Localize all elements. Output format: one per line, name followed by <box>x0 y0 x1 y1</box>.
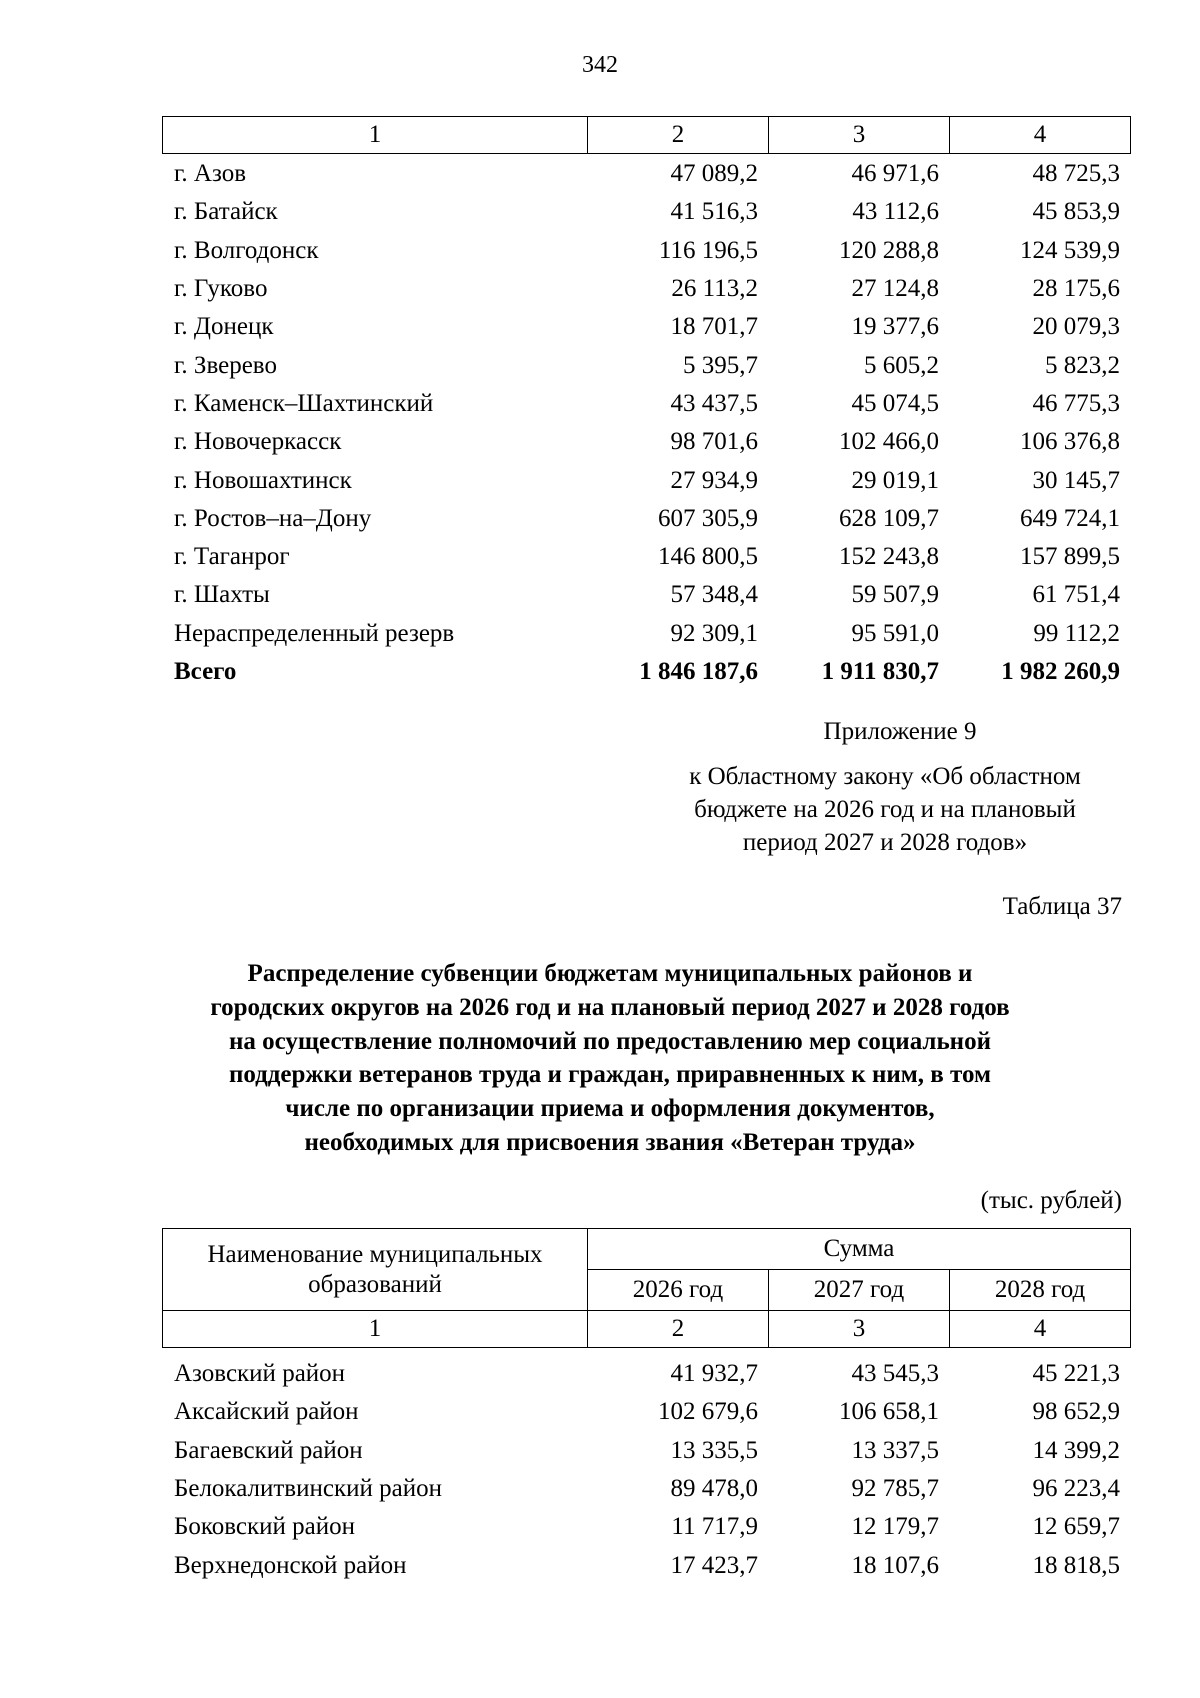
value-2026: 607 305,9 <box>658 504 758 532</box>
page-number: 342 <box>582 52 618 78</box>
year-header: 2028 год <box>950 1270 1131 1311</box>
row-name: Аксайский район <box>174 1398 359 1426</box>
table2-body <box>162 1355 1130 1585</box>
column-number-cell: 2 <box>588 1311 769 1348</box>
name-header-line: Наименование муниципальных <box>207 1240 543 1268</box>
value-2026: 102 679,6 <box>658 1398 758 1426</box>
table-row <box>162 423 1130 461</box>
value-2026: 5 395,7 <box>683 351 758 379</box>
total-row <box>162 653 1130 691</box>
total-2026: 1 846 187,6 <box>639 658 758 685</box>
total-2028: 1 982 260,9 <box>1001 658 1120 685</box>
value-2028: 106 376,8 <box>1020 428 1120 456</box>
annex-line: к Областному закону «Об областном <box>689 763 1081 790</box>
unit-label: (тыс. рублей) <box>980 1187 1122 1214</box>
column-number-cell: 3 <box>769 117 950 154</box>
value-2027: 5 605,2 <box>864 351 939 379</box>
value-2027: 43 545,3 <box>851 1360 939 1388</box>
value-2027: 18 107,6 <box>851 1551 939 1579</box>
value-2028: 14 399,2 <box>1032 1436 1120 1464</box>
row-name: г. Шахты <box>174 581 270 609</box>
table-row <box>162 1355 1130 1393</box>
value-2028: 12 659,7 <box>1032 1513 1120 1541</box>
value-2027: 102 466,0 <box>839 428 939 456</box>
table-row <box>162 385 1130 423</box>
value-2027: 628 109,7 <box>839 504 939 532</box>
value-2027: 45 074,5 <box>851 389 939 417</box>
column-number-row <box>163 117 1131 154</box>
value-2028: 99 112,2 <box>1033 619 1120 647</box>
table1-body <box>162 155 1130 691</box>
value-2027: 106 658,1 <box>839 1398 939 1426</box>
document-title <box>150 957 1070 1160</box>
value-2027: 13 337,5 <box>851 1436 939 1464</box>
column-number-cell: 4 <box>950 1311 1131 1348</box>
value-2026: 18 701,7 <box>670 313 758 341</box>
table-row <box>162 270 1130 308</box>
value-2028: 45 853,9 <box>1032 198 1120 226</box>
table-row <box>162 1393 1130 1431</box>
column-number-cell: 2 <box>588 117 769 154</box>
value-2026: 146 800,5 <box>658 543 758 571</box>
value-2027: 19 377,6 <box>851 313 939 341</box>
table-row <box>162 346 1130 384</box>
value-2026: 57 348,4 <box>670 581 758 609</box>
value-2028: 124 539,9 <box>1020 236 1120 264</box>
value-2026: 11 717,9 <box>671 1513 758 1541</box>
table-row <box>162 576 1130 614</box>
annex-line: бюджете на 2026 год и на плановый <box>694 796 1076 823</box>
sum-header: Сумма <box>588 1229 1131 1270</box>
annex-line: период 2027 и 2028 годов» <box>742 829 1028 856</box>
row-name: г. Волгодонск <box>174 236 319 264</box>
value-2028: 18 818,5 <box>1032 1551 1120 1579</box>
column-number-cell: 4 <box>950 117 1131 154</box>
value-2028: 28 175,6 <box>1032 275 1120 303</box>
table1-header <box>162 116 1131 154</box>
row-name: Багаевский район <box>174 1436 363 1464</box>
row-name: г. Азов <box>174 160 247 188</box>
row-name: г. Батайск <box>174 198 278 226</box>
value-2026: 98 701,6 <box>670 428 758 456</box>
value-2027: 152 243,8 <box>839 543 939 571</box>
value-2028: 5 823,2 <box>1045 351 1120 379</box>
value-2026: 26 113,2 <box>671 275 758 303</box>
column-number-cell: 1 <box>163 1311 588 1348</box>
title-line: необходимых для присвоения звания «Ветеран труда» <box>304 1128 916 1156</box>
value-2026: 47 089,2 <box>670 160 758 188</box>
value-2027: 43 112,6 <box>852 198 939 226</box>
row-name: г. Ростов–на–Дону <box>174 504 372 532</box>
value-2027: 29 019,1 <box>851 466 939 494</box>
row-name: г. Новочеркасск <box>174 428 342 456</box>
value-2026: 41 932,7 <box>670 1360 758 1388</box>
table-row <box>162 155 1130 193</box>
annex-reference <box>655 760 1115 859</box>
value-2028: 96 223,4 <box>1032 1475 1120 1503</box>
column-number-cell: 3 <box>769 1311 950 1348</box>
table-row <box>162 1432 1130 1470</box>
value-2027: 59 507,9 <box>851 581 939 609</box>
value-2028: 46 775,3 <box>1032 389 1120 417</box>
column-number-cell: 1 <box>163 117 588 154</box>
row-name: г. Зверево <box>174 351 277 379</box>
annex-title: Приложение 9 <box>823 718 977 745</box>
table2-header <box>162 1228 1131 1348</box>
value-2028: 45 221,3 <box>1032 1360 1120 1388</box>
table-number: Таблица 37 <box>1002 893 1122 920</box>
table-row <box>162 615 1130 653</box>
value-2026: 43 437,5 <box>670 389 758 417</box>
title-line: городских округов на 2026 год и на плановый период 2027 и 2028 годов <box>210 993 1010 1021</box>
year-header: 2026 год <box>588 1270 769 1311</box>
total-2027: 1 911 830,7 <box>821 658 939 685</box>
title-line: Распределение субвенции бюджетам муниципальных районов и <box>247 960 973 987</box>
value-2028: 61 751,4 <box>1032 581 1120 609</box>
row-name: г. Новошахтинск <box>174 466 352 494</box>
value-2028: 649 724,1 <box>1020 504 1120 532</box>
table-row <box>162 461 1130 499</box>
name-header-line: образований <box>308 1270 442 1298</box>
column-number-row <box>163 1311 1131 1348</box>
value-2026: 17 423,7 <box>670 1551 758 1579</box>
title-line: на осуществление полномочий по предоставлению мер социальной <box>229 1027 991 1055</box>
table-row <box>162 1546 1130 1584</box>
value-2027: 46 971,6 <box>851 160 939 188</box>
value-2027: 92 785,7 <box>851 1475 939 1503</box>
value-2028: 48 725,3 <box>1032 160 1120 188</box>
total-label: Всего <box>174 658 237 685</box>
title-line: поддержки ветеранов труда и граждан, приравненных к ним, в том <box>228 1061 992 1089</box>
value-2026: 116 196,5 <box>658 236 758 264</box>
row-name: Боковский район <box>174 1513 355 1541</box>
table-row <box>162 308 1130 346</box>
value-2028: 30 145,7 <box>1032 466 1120 494</box>
value-2026: 41 516,3 <box>670 198 758 226</box>
row-name: г. Донецк <box>174 313 274 341</box>
table-row <box>162 1470 1130 1508</box>
table-row <box>162 500 1130 538</box>
value-2028: 98 652,9 <box>1032 1398 1120 1426</box>
table-row <box>162 538 1130 576</box>
value-2028: 20 079,3 <box>1032 313 1120 341</box>
name-column-header <box>163 1229 588 1311</box>
value-2026: 27 934,9 <box>670 466 758 494</box>
value-2026: 13 335,5 <box>670 1436 758 1464</box>
row-name: Белокалитвинский район <box>174 1475 442 1503</box>
row-name: Азовский район <box>174 1360 346 1388</box>
title-line: числе по организации приема и оформления документов, <box>285 1095 935 1123</box>
value-2026: 92 309,1 <box>670 619 758 647</box>
value-2027: 12 179,7 <box>851 1513 939 1541</box>
row-name: г. Каменск–Шахтинский <box>174 389 434 417</box>
table-row <box>162 1508 1130 1546</box>
value-2026: 89 478,0 <box>670 1475 758 1503</box>
year-header: 2027 год <box>769 1270 950 1311</box>
row-name: г. Гуково <box>174 275 268 303</box>
value-2028: 157 899,5 <box>1020 543 1120 571</box>
row-name: г. Таганрог <box>174 543 290 571</box>
row-name: Верхнедонской район <box>174 1551 407 1579</box>
row-name: Нераспределенный резерв <box>174 619 455 647</box>
value-2027: 120 288,8 <box>839 236 939 264</box>
table-row <box>162 232 1130 270</box>
table-row <box>162 193 1130 231</box>
value-2027: 27 124,8 <box>851 275 939 303</box>
value-2027: 95 591,0 <box>851 619 939 647</box>
